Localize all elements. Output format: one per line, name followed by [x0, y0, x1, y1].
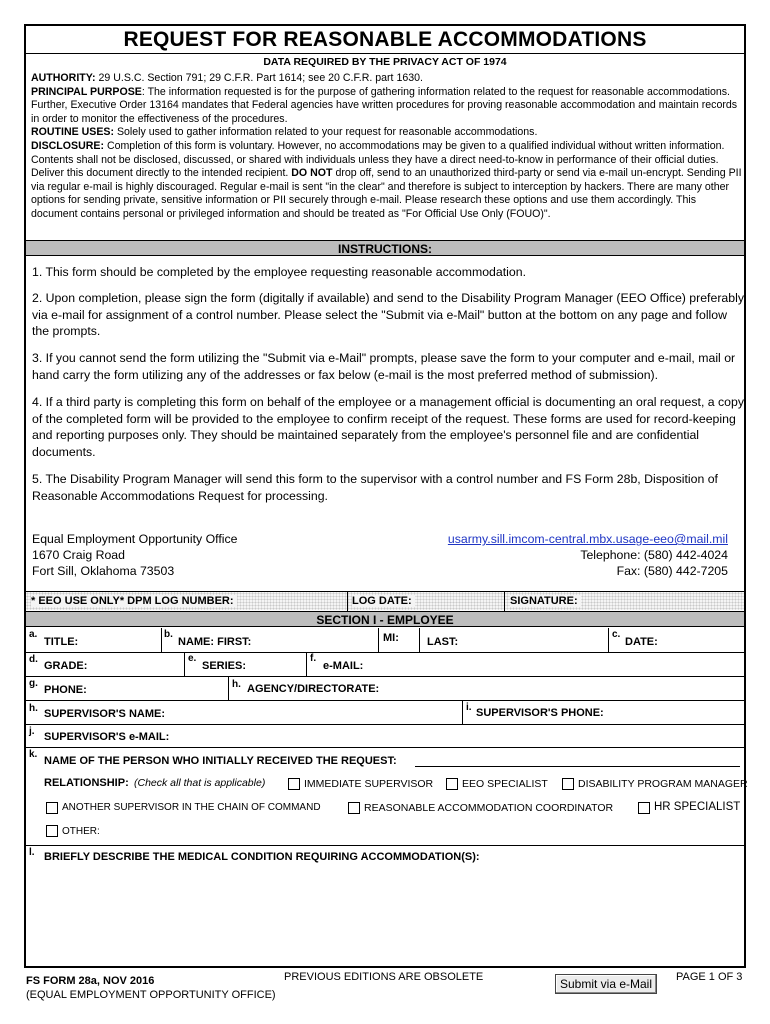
received-by-label: NAME OF THE PERSON WHO INITIALLY RECEIVED THE REQUEST: [44, 755, 397, 767]
privacy-header: DATA REQUIRED BY THE PRIVACY ACT OF 1974 [263, 56, 507, 68]
office-contact [448, 531, 728, 579]
phone-label: PHONE: [44, 684, 87, 696]
supervisor-phone-label: SUPERVISOR'S PHONE: [476, 707, 604, 719]
submit-via-email-button[interactable]: Submit via e-Mail [555, 974, 657, 994]
office-address [32, 531, 238, 579]
field-letter-j: j. [29, 726, 35, 737]
last-name-label: LAST: [427, 636, 459, 648]
purpose-line: PRINCIPAL PURPOSE: The information requested is for the purpose of gathering information related to the request for reasonable accommodations. Further, Executive Order 13164 mandates that Federal agencies have written procedures for proving reasonable accommodation and maintain records in order to monitor the effectiveness of the procedures. [31, 85, 738, 125]
field-letter-b: b. [164, 629, 173, 640]
instruction-1: 1. This form should be completed by the employee requesting reasonable accommodation. [32, 265, 526, 279]
divider [306, 652, 307, 676]
field-letter-l: l. [29, 847, 35, 858]
divider [504, 591, 505, 611]
medical-condition-field[interactable] [32, 866, 740, 964]
instruction-3: 3. If you cannot send the form utilizing the "Submit via e-Mail" prompts, please save the form to your computer and e-mail, mail or hand carry the form utilizing any of the addresses or fax below (e-mail is the most preferred method of submission). [32, 351, 736, 382]
office-name: Equal Employment Opportunity Office [32, 532, 238, 546]
office-fax: Fax: (580) 442-7205 [616, 564, 728, 578]
divider [608, 628, 609, 652]
instruction-2: 2. Upon completion, please sign the form (digitally if available) and send to the Disability Program Manager (EEO Office) preferably via e-mail for assignment of a control number. Please select the "Submit via e-Mail" button at the bottom on any page and follow the prompts. [32, 291, 744, 339]
page-number: PAGE 1 OF 3 [676, 971, 743, 983]
agency-label: AGENCY/DIRECTORATE: [247, 683, 380, 695]
divider [26, 676, 744, 677]
ra-coordinator-checkbox[interactable] [348, 802, 360, 814]
dpm-log-number-label: * EEO USE ONLY* DPM LOG NUMBER: [31, 595, 237, 607]
field-letter-i: i. [466, 702, 472, 713]
eeo-specialist-label: EEO SPECIALIST [462, 778, 548, 790]
form-number: FS FORM 28a, NOV 2016 [26, 975, 155, 987]
instruction-5: 5. The Disability Program Manager will send this form to the supervisor with a control number and FS Form 28b, Disposition of Reasonable Accommodations Request for processing. [32, 472, 718, 503]
office-street: 1670 Craig Road [32, 548, 125, 562]
another-supervisor-checkbox[interactable] [46, 802, 58, 814]
instruction-4: 4. If a third party is completing this form on behalf of the employee or a management official is documenting an oral request, a copy of the completed form will be provided to the employee to confirm receipt of the request. These forms are used for record-keeping and reporting purposes only. They should be maintained separately from the employee's personnel file and are confidential documents. [32, 395, 745, 459]
title-label: TITLE: [44, 636, 79, 648]
medical-condition-label: BRIEFLY DESCRIBE THE MEDICAL CONDITION REQUIRING ACCOMMODATION(S): [44, 851, 480, 863]
divider [26, 700, 744, 701]
series-label: SERIES: [202, 660, 247, 672]
divider [26, 724, 744, 725]
divider [26, 845, 744, 846]
divider [161, 628, 162, 652]
relationship-hint: (Check all that is applicable) [134, 777, 266, 789]
field-letter-f: f. [310, 653, 317, 664]
form-number-block [26, 974, 276, 1002]
email-label: e-MAIL: [323, 660, 364, 672]
immediate-supervisor-checkbox[interactable] [288, 778, 300, 790]
field-letter-e: e. [188, 653, 197, 664]
divider [378, 628, 379, 652]
section-1-header: SECTION I - EMPLOYEE [26, 611, 744, 627]
middle-initial-label: MI: [383, 632, 399, 644]
ra-coordinator-label: REASONABLE ACCOMMODATION COORDINATOR [364, 802, 614, 814]
hr-specialist-checkbox[interactable] [638, 802, 650, 814]
grade-label: GRADE: [44, 660, 88, 672]
received-by-field[interactable] [415, 766, 740, 767]
obsolete-notice: PREVIOUS EDITIONS ARE OBSOLETE [284, 971, 484, 983]
other-checkbox[interactable] [46, 825, 58, 837]
supervisor-name-label: SUPERVISOR'S NAME: [44, 708, 165, 720]
field-letter-g: g. [29, 678, 38, 689]
office-city: Fort Sill, Oklahoma 73503 [32, 564, 175, 578]
divider [184, 652, 185, 676]
divider [347, 591, 348, 611]
form-title: REQUEST FOR REASONABLE ACCOMMODATIONS [123, 28, 647, 51]
another-supervisor-label: ANOTHER SUPERVISOR IN THE CHAIN OF COMMAND [62, 802, 321, 813]
signature-label: SIGNATURE: [510, 595, 581, 607]
form-office: (EQUAL EMPLOYMENT OPPORTUNITY OFFICE) [26, 989, 276, 1001]
first-name-label: NAME: FIRST: [178, 636, 252, 648]
office-telephone: Telephone: (580) 442-4024 [580, 548, 728, 562]
divider [419, 628, 420, 652]
date-label: DATE: [625, 636, 658, 648]
log-date-label: LOG DATE: [352, 595, 415, 607]
divider [462, 700, 463, 724]
divider [26, 53, 744, 54]
divider [228, 676, 229, 700]
hr-specialist-label: HR SPECIALIST [654, 801, 741, 813]
field-letter-c: c. [612, 629, 621, 640]
other-label: OTHER: [62, 826, 100, 837]
instructions-header: INSTRUCTIONS: [26, 240, 744, 256]
routine-line: ROUTINE USES: Solely used to gather information related to your request for reasonable accommodations. [31, 126, 538, 139]
field-letter-k: k. [29, 749, 38, 760]
field-letter-d: d. [29, 654, 38, 665]
field-letter-h: h. [232, 679, 241, 690]
relationship-label: RELATIONSHIP: [44, 777, 129, 789]
disability-program-manager-label: DISABILITY PROGRAM MANAGER [578, 778, 748, 790]
disclosure-line: DISCLOSURE: Completion of this form is voluntary. However, no accommodations may be given to a qualified individual without written information. Contents shall not be disclosed, discussed, or shared with individuals unless they have a direct need-to-know in performance of their official duties. Deliver this document directly to the intended recipient. DO NOT drop off, send to an unauthorized third-party or send via e-mail un-encrypt. Sending PII via regular e-mail is highly discouraged. Regular e-mail is sent "in the clear" and therefore is subject to interception by hackers. There are many other options for sending private, sensitive information or PII securely through e-mail. Please research these options and use them accordingly. This document contains personal or privileged information and should be treated as "For Official Use Only (FOUO)". [31, 139, 742, 220]
privacy-statement [31, 72, 745, 222]
disability-program-manager-checkbox[interactable] [562, 778, 574, 790]
eeo-specialist-checkbox[interactable] [446, 778, 458, 790]
supervisor-email-label: SUPERVISOR'S e-MAIL: [44, 731, 170, 743]
divider [26, 747, 744, 748]
request-form [24, 24, 746, 968]
authority-line: AUTHORITY: 29 U.S.C. Section 791; 29 C.F.R. Part 1614; see 20 C.F.R. part 1630. [31, 72, 423, 84]
divider [26, 652, 744, 653]
field-letter-h: h. [29, 703, 38, 714]
office-email-link[interactable]: usarmy.sill.imcom-central.mbx.usage-eeo@mail.mil [447, 532, 728, 546]
field-letter-a: a. [29, 629, 38, 640]
immediate-supervisor-label: IMMEDIATE SUPERVISOR [304, 778, 434, 790]
